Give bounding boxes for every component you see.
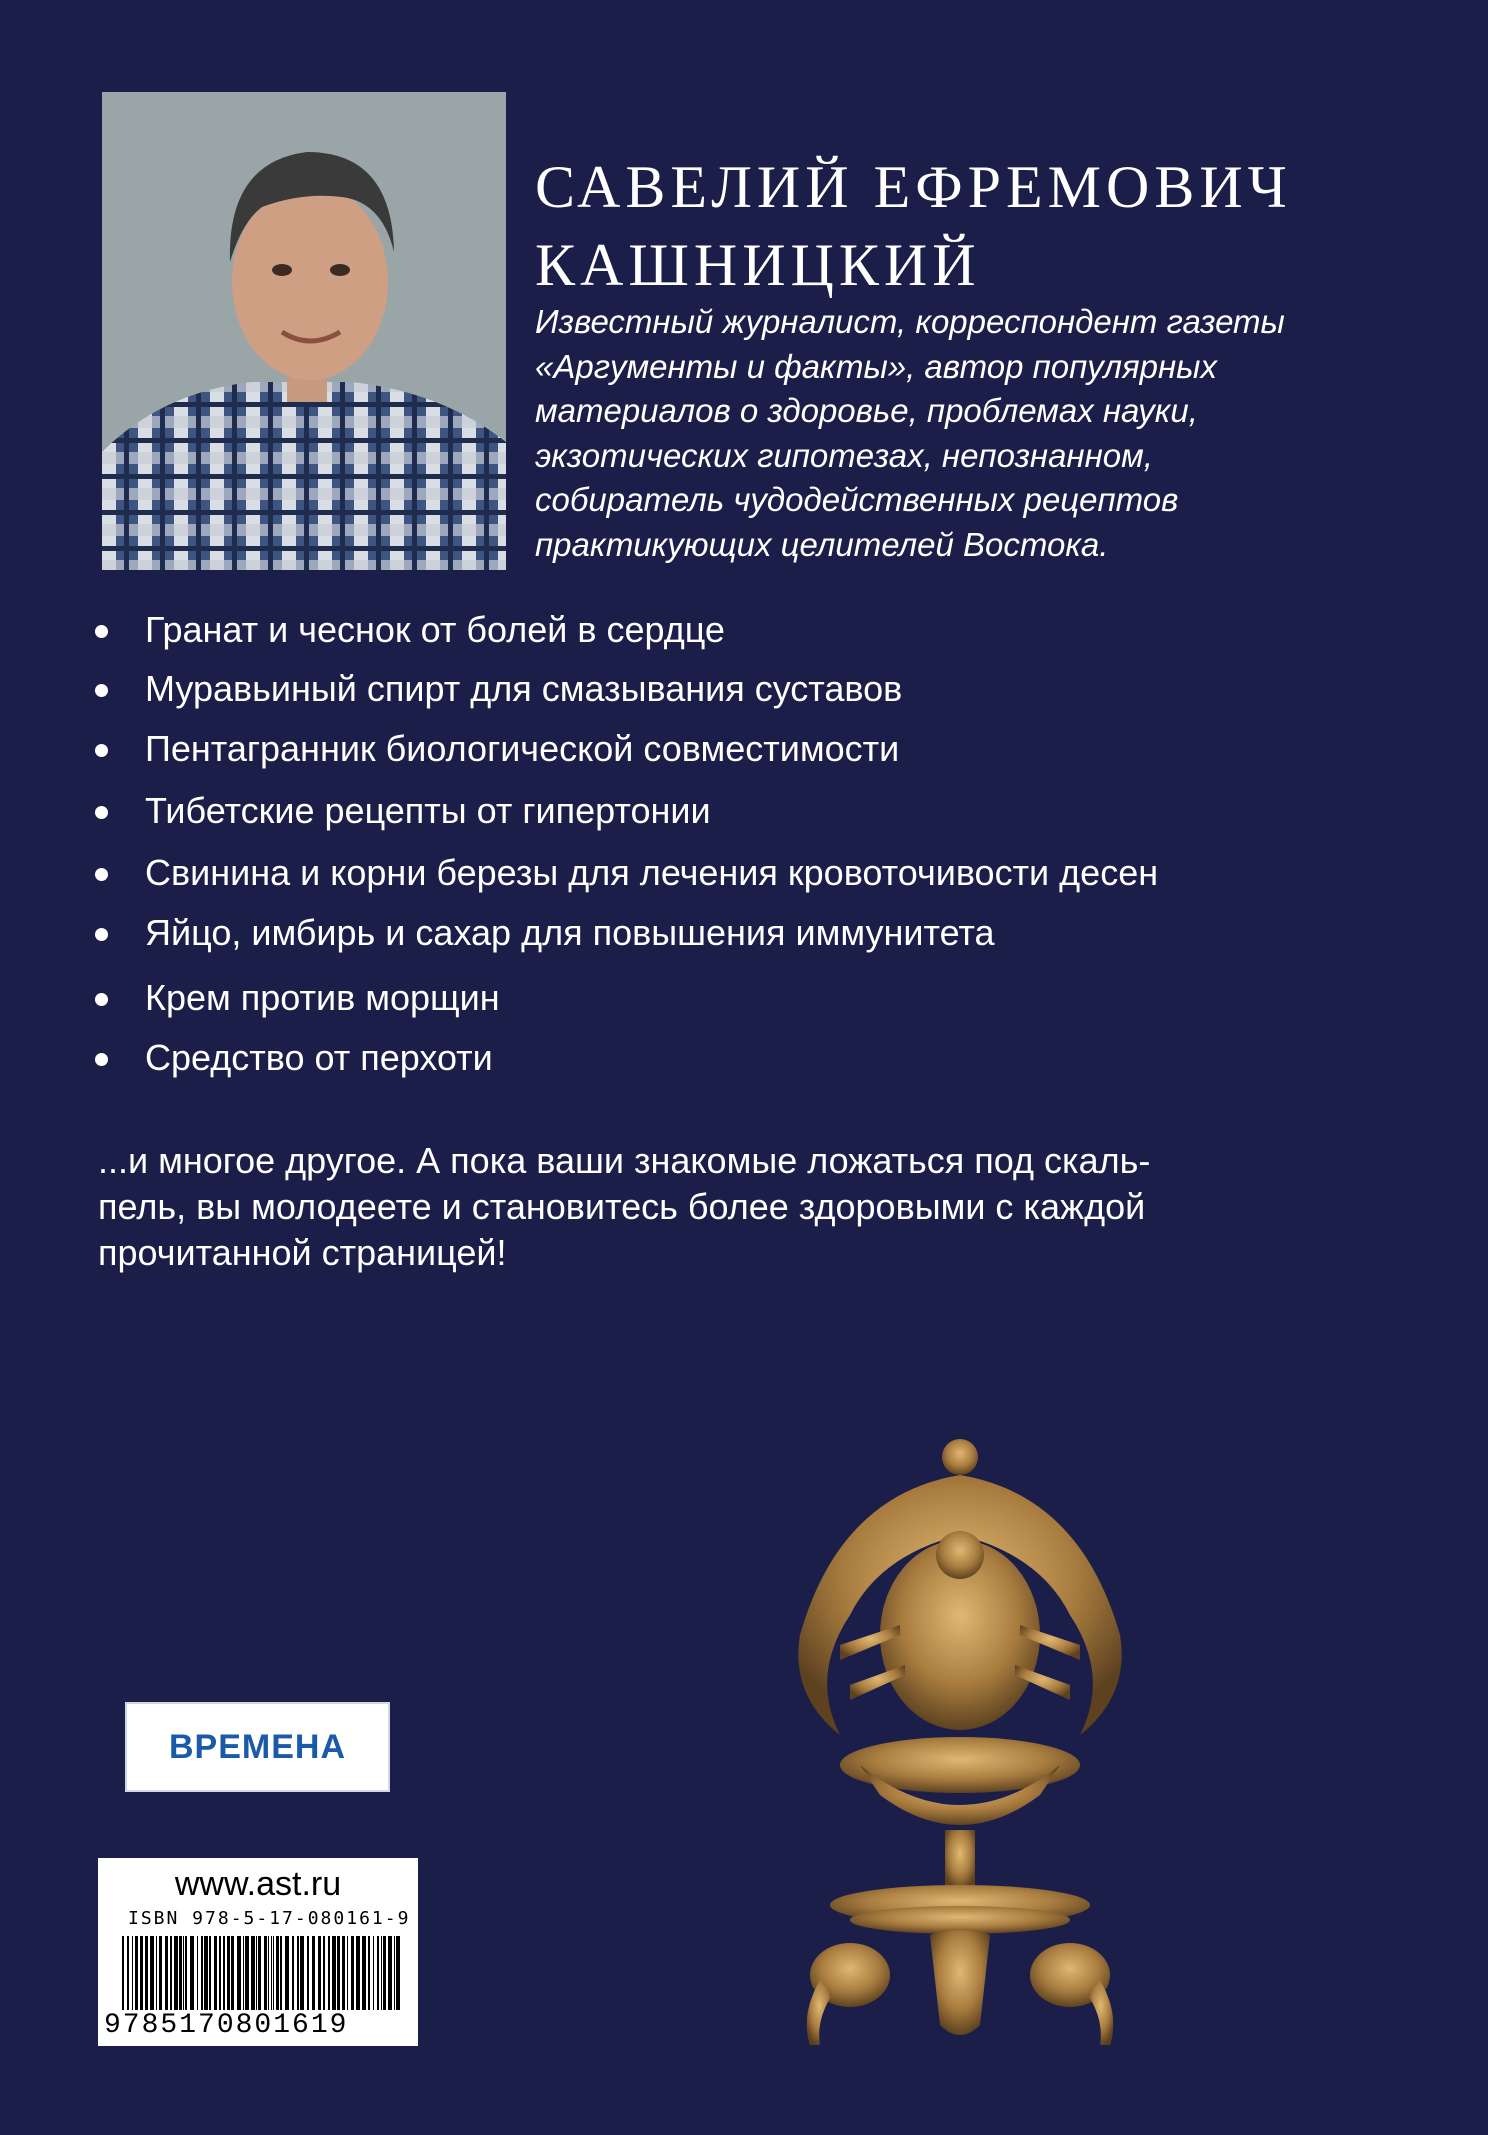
barcode-bar <box>140 1936 143 2010</box>
barcode-bar <box>342 1936 345 2010</box>
bullet-icon <box>95 928 108 941</box>
barcode-bar <box>183 1936 184 2010</box>
feature-item: Пентагранник биологической совместимости <box>95 727 899 771</box>
barcode-bar <box>276 1936 279 2010</box>
barcode-bar <box>258 1936 261 2010</box>
barcode-bar <box>122 1936 124 2010</box>
author-name-line1: САВЕЛИЙ ЕФРЕМОВИЧ <box>535 154 1292 220</box>
bronze-statue-icon <box>780 1435 1140 2055</box>
barcode-bar <box>231 1936 234 2010</box>
bullet-icon <box>95 1053 108 1066</box>
barcode-bar <box>383 1936 386 2010</box>
barcode-bar <box>312 1936 315 2010</box>
author-bio-line: материалов о здоровье, проблемах науки, <box>535 392 1198 429</box>
barcode-bar <box>243 1936 244 2010</box>
barcode-bar <box>174 1936 178 2010</box>
blurb-line: ...и многое другое. А пока ваши знакомые ложаться под скаль- <box>98 1140 1151 1181</box>
barcode-bar <box>197 1936 198 2010</box>
feature-item: Средство от перхоти <box>95 1036 493 1080</box>
feature-item: Муравьиный спирт для смазывания суставов <box>95 667 902 711</box>
feature-item: Свинина и корни березы для лечения кровоточивости десен <box>95 851 1158 895</box>
barcode-digits: 9785170801619 <box>104 2010 349 2041</box>
author-bio-line: Известный журналист, корреспондент газеты <box>535 303 1285 340</box>
barcode-bar <box>256 1936 257 2010</box>
barcode-bar <box>170 1936 172 2010</box>
barcode-bar <box>388 1936 392 2010</box>
feature-item: Крем против морщин <box>95 976 500 1020</box>
barcode-bar <box>347 1936 348 2010</box>
barcode-bar <box>394 1936 395 2010</box>
barcode-bar <box>204 1936 208 2010</box>
barcode-bar <box>285 1936 289 2010</box>
barcode-bar <box>280 1936 282 2010</box>
barcode-bar <box>227 1936 230 2010</box>
author-bio <box>535 300 1435 567</box>
barcode-bar <box>271 1936 272 2010</box>
barcode-bar <box>323 1936 325 2010</box>
publisher-logo-text: ВРЕМЕНА <box>168 1727 347 1766</box>
barcode-bar <box>362 1936 366 2010</box>
bullet-icon <box>95 744 108 757</box>
author-name-line2: КАШНИЦКИЙ <box>535 232 981 298</box>
bullet-icon <box>95 625 108 638</box>
barcode-bar <box>292 1936 294 2010</box>
barcode-bar <box>219 1936 221 2010</box>
barcode-bar <box>150 1936 154 2010</box>
barcode-bar <box>381 1936 382 2010</box>
barcode-bar <box>165 1936 168 2010</box>
author-bio-line: «Аргументы и факты», автор популярных <box>535 347 1217 385</box>
barcode-bar <box>268 1936 269 2010</box>
bullet-icon <box>95 868 108 881</box>
barcode-bar <box>318 1936 321 2010</box>
barcode-bar <box>273 1936 274 2010</box>
feature-item: Гранат и чеснок от болей в сердце <box>95 608 725 652</box>
bullet-icon <box>95 684 108 697</box>
barcode-bar <box>214 1936 217 2010</box>
barcode-bar <box>307 1936 309 2010</box>
blurb-line: прочитанной страницей! <box>98 1232 507 1273</box>
barcode-bar <box>337 1936 340 2010</box>
isbn-label: ISBN 978-5-17-080161-9 <box>128 1908 411 1929</box>
barcode-bar <box>264 1936 267 2010</box>
barcode-bar <box>223 1936 225 2010</box>
barcode-bar <box>245 1936 249 2010</box>
publisher-url: www.ast.ru <box>174 1865 342 1903</box>
barcode-bar <box>159 1936 162 2010</box>
barcode-bar <box>237 1936 241 2010</box>
barcode-bar <box>328 1936 330 2010</box>
publisher-logo <box>125 1702 390 1792</box>
barcode-bar <box>356 1936 360 2010</box>
barcode-bar <box>209 1936 211 2010</box>
feature-item: Яйцо, имбирь и сахар для повышения иммунитета <box>95 911 995 955</box>
barcode-bar <box>297 1936 299 2010</box>
barcode-bar <box>132 1936 133 2010</box>
barcode-bar <box>377 1936 379 2010</box>
barcode-icon <box>118 1936 403 2010</box>
barcode-bar <box>332 1936 336 2010</box>
feature-item: Тибетские рецепты от гипертонии <box>95 789 711 833</box>
blurb-line: пель, вы молодеете и становитесь более здоровыми с каждой <box>98 1186 1146 1227</box>
barcode-bar <box>351 1936 354 2010</box>
bullet-icon <box>95 993 108 1006</box>
barcode-bar <box>396 1936 400 2010</box>
barcode-bar <box>185 1936 187 2010</box>
barcode-bar <box>190 1936 194 2010</box>
barcode-bar <box>300 1936 304 2010</box>
barcode-bar <box>145 1936 148 2010</box>
author-bio-line: собиратель чудодейственных рецептов <box>535 481 1179 518</box>
closing-blurb <box>98 1138 1398 1276</box>
barcode-bar <box>156 1936 157 2010</box>
barcode-bar <box>127 1936 129 2010</box>
barcode-bar <box>135 1936 138 2010</box>
author-name <box>535 148 1435 304</box>
author-bio-line: экзотических гипотезах, непознанном, <box>535 436 1153 474</box>
bullet-icon <box>95 806 108 819</box>
barcode-box <box>98 1858 418 2046</box>
barcode-bar <box>179 1936 182 2010</box>
barcode-bar <box>368 1936 370 2010</box>
author-bio-line: практикующих целителей Востока. <box>535 525 1109 563</box>
barcode-bar <box>251 1936 255 2010</box>
barcode-bar <box>201 1936 203 2010</box>
barcode-bar <box>373 1936 374 2010</box>
author-photo <box>102 92 506 570</box>
